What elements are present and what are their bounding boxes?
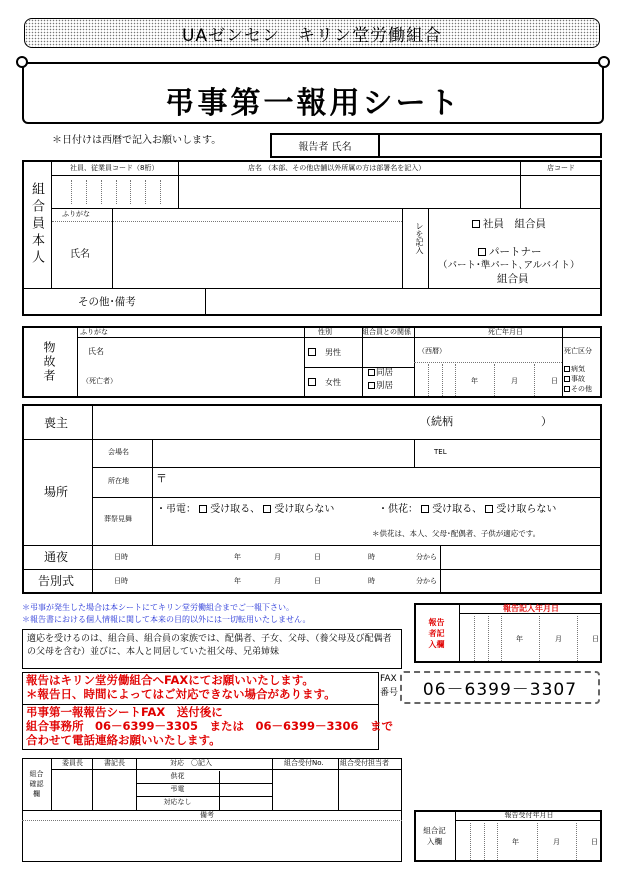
union-confirm-label: 組合確認欄 bbox=[22, 758, 52, 810]
wake-datetime-field[interactable] bbox=[154, 547, 440, 567]
funeral-style-label: 葬祭見舞 bbox=[104, 515, 132, 523]
receipt-year-field[interactable] bbox=[458, 823, 510, 860]
telegram-action-label: 弔電 bbox=[136, 784, 220, 796]
red-notice-5: 合わせて電話連絡お願いいたします。 bbox=[26, 733, 221, 747]
offering-label: ・供花： bbox=[378, 504, 418, 515]
telegram-receive-label: 受け取る、 bbox=[210, 504, 261, 515]
store-code-field[interactable] bbox=[522, 178, 600, 206]
offering-decline-label: 受け取らない bbox=[496, 504, 557, 515]
red-notice-3: 弔事第一報報告シートFAX 送付後に bbox=[26, 705, 223, 719]
farewell-year-unit: 年 bbox=[234, 577, 241, 585]
scroll-curl-icon bbox=[598, 56, 610, 68]
union-header bbox=[24, 18, 600, 48]
accident-checkbox[interactable] bbox=[564, 376, 570, 382]
opt-partner-member: 組合員 bbox=[497, 273, 529, 285]
report-year-unit: 年 bbox=[516, 635, 523, 643]
cause-label: 死亡区分 bbox=[564, 347, 592, 355]
none-action-field[interactable] bbox=[220, 797, 272, 810]
telegram-row bbox=[156, 505, 334, 515]
address-field[interactable] bbox=[170, 469, 600, 495]
remarks-label: 備考 bbox=[200, 811, 214, 819]
offering-action-field[interactable] bbox=[220, 771, 272, 783]
opt-partner-label: パートナー bbox=[489, 246, 542, 258]
red-notice-1: 報告はキリン堂労働組合へFAXにてお願いいたします。 bbox=[26, 673, 314, 687]
deceased-name-label: 氏名 bbox=[88, 347, 104, 356]
check-instruction: レを記入 bbox=[415, 222, 424, 254]
cohabit-option[interactable] bbox=[368, 369, 393, 378]
note-line-2: ＊報告書における個人情報に関して本来の目的以外には一切転用いたしません。 bbox=[22, 615, 311, 624]
farewell-label: 告別式 bbox=[38, 574, 75, 588]
red-notice-2: ＊報告日、時間によってはご対応できない場合があります。 bbox=[26, 687, 336, 701]
remarks-field[interactable] bbox=[24, 822, 400, 860]
wake-day-unit: 日 bbox=[314, 553, 321, 561]
receipt-day-unit: 日 bbox=[591, 838, 598, 846]
date-note: ＊日付けは西暦で記入お願いします。 bbox=[52, 135, 222, 146]
receipt-month-unit: 月 bbox=[553, 838, 560, 846]
wake-label: 通夜 bbox=[44, 550, 69, 564]
place-label: 場所 bbox=[44, 485, 69, 499]
none-action-label: 対応なし bbox=[136, 797, 220, 810]
eligibility-note: 適応を受けるのは、組合員、組合員の家族では、配偶者、子女、父母、（養父母及び配偶者の父母を含む）並びに、本人と同居していた祖父母、兄弟姉妹 bbox=[22, 629, 402, 669]
hall-name-label: 会場名 bbox=[108, 448, 129, 456]
tel-label: TEL bbox=[434, 448, 447, 456]
report-month-field[interactable] bbox=[524, 616, 554, 661]
wake-minute-unit: 分から bbox=[416, 553, 437, 561]
farewell-datetime-label: 日時 bbox=[114, 577, 128, 585]
telegram-decline-checkbox[interactable] bbox=[263, 505, 271, 513]
telegram-decline-label: 受け取らない bbox=[274, 504, 335, 515]
chief-mourner-label: 喪主 bbox=[44, 416, 69, 430]
store-code-label: 店コード bbox=[547, 164, 575, 172]
telegram-action-field[interactable] bbox=[220, 784, 272, 796]
year-unit: 年 bbox=[471, 377, 478, 385]
cohabit-label: 同居 bbox=[376, 368, 394, 378]
tel-field[interactable] bbox=[462, 441, 600, 465]
report-date-heading: 報告記入年月日 bbox=[460, 603, 602, 614]
receipt-month-field[interactable] bbox=[522, 823, 552, 860]
female-option[interactable] bbox=[308, 378, 341, 387]
deceased-section-label: 物故者 bbox=[22, 326, 78, 398]
male-checkbox[interactable] bbox=[308, 348, 316, 356]
fax-label-2: 番号 bbox=[380, 688, 399, 698]
wake-hour-unit: 時 bbox=[368, 553, 375, 561]
cause-other-option[interactable] bbox=[564, 386, 592, 393]
western-calendar-note: （西暦） bbox=[418, 347, 446, 355]
opt-partner-row[interactable] bbox=[478, 247, 542, 258]
sheet-title-scroll bbox=[22, 62, 604, 124]
chair-label: 委員長 bbox=[62, 759, 83, 767]
reporter-label: 報告者 氏名 bbox=[271, 134, 379, 157]
cause-illness-option[interactable] bbox=[564, 366, 585, 373]
male-label: 男性 bbox=[325, 347, 341, 357]
other-checkbox[interactable] bbox=[564, 386, 570, 392]
wake-year-unit: 年 bbox=[234, 553, 241, 561]
sheet-title: 弔事第一報用シート bbox=[164, 86, 462, 121]
offering-action-label: 供花 bbox=[136, 771, 220, 783]
accident-label: 事故 bbox=[571, 375, 585, 383]
address-label: 所在地 bbox=[108, 477, 129, 485]
wake-datetime-label: 日時 bbox=[114, 553, 128, 561]
other-notes-label: その他･備考 bbox=[78, 296, 136, 308]
deceased-age-label: （死亡者） bbox=[82, 377, 117, 385]
offering-decline-checkbox[interactable] bbox=[485, 505, 493, 513]
secretary-label: 書記長 bbox=[104, 759, 125, 767]
report-date-label: 報告者記入欄 bbox=[414, 603, 460, 663]
cohabit-checkbox[interactable] bbox=[368, 369, 375, 376]
death-day-field[interactable] bbox=[520, 364, 548, 396]
accept-no-label: 組合受付No. bbox=[284, 759, 324, 767]
separate-checkbox[interactable] bbox=[368, 382, 375, 389]
member-furigana-label: ふりがな bbox=[62, 210, 90, 218]
union-name: UAゼンセン キリン堂労働組合 bbox=[181, 25, 443, 46]
store-name-label: 店名 （本部、その他店舗以外所属の方は部署名を記入） bbox=[248, 164, 426, 172]
telegram-label: ・弔電： bbox=[156, 504, 196, 515]
relation-note: （続柄 ） bbox=[420, 415, 552, 428]
employee-code-label: 社員、従業員コード（8桁） bbox=[70, 164, 159, 172]
gender-label: 性別 bbox=[318, 328, 332, 336]
offering-row bbox=[378, 505, 556, 515]
day-unit: 日 bbox=[551, 377, 558, 385]
death-month-field[interactable] bbox=[480, 364, 508, 396]
chief-mourner-field[interactable] bbox=[94, 406, 414, 436]
telegram-receive-checkbox[interactable] bbox=[199, 505, 207, 513]
partner-checkbox[interactable] bbox=[478, 248, 486, 256]
illness-checkbox[interactable] bbox=[564, 366, 570, 372]
death-year-field[interactable] bbox=[416, 364, 468, 396]
action-label: 対応 〇記入 bbox=[170, 759, 212, 767]
member-name-field[interactable] bbox=[114, 224, 400, 286]
fax-number: 06－6399－3307 bbox=[400, 671, 600, 704]
other-notes-field[interactable] bbox=[207, 290, 599, 314]
action-table bbox=[136, 771, 272, 810]
offering-receive-checkbox[interactable] bbox=[421, 505, 429, 513]
reporter-table bbox=[270, 133, 602, 158]
fax-label-1: FAX bbox=[380, 674, 397, 684]
store-name-field[interactable] bbox=[180, 178, 518, 206]
report-year-field[interactable] bbox=[462, 616, 514, 661]
report-day-unit: 日 bbox=[592, 635, 599, 643]
female-checkbox[interactable] bbox=[308, 378, 316, 386]
member-name-label: 氏名 bbox=[70, 249, 90, 260]
hall-name-field[interactable] bbox=[154, 441, 412, 465]
staff-label: 組合受付担当者 bbox=[340, 759, 389, 767]
red-notice-4: 組合事務所 06－6399－3305 または 06－6399－3306 まで bbox=[26, 719, 394, 733]
member-section-label: 組合員本人 bbox=[22, 160, 52, 288]
other-label: その他 bbox=[571, 385, 592, 393]
opt-employee-label: 社員 組合員 bbox=[483, 218, 546, 230]
receipt-day-field[interactable] bbox=[562, 823, 590, 860]
receipt-year-unit: 年 bbox=[512, 838, 519, 846]
report-month-unit: 月 bbox=[555, 635, 562, 643]
relation-field[interactable] bbox=[364, 339, 412, 365]
note-line-1: ＊弔事が発生した場合は本シートにてキリン堂労働組合までご一報下さい。 bbox=[22, 603, 294, 612]
receipt-date-heading: 報告受付年月日 bbox=[456, 810, 602, 821]
illness-label: 病気 bbox=[571, 365, 585, 373]
separate-option[interactable] bbox=[368, 382, 393, 391]
death-date-label: 死亡年月日 bbox=[488, 328, 523, 336]
opt-employee-row[interactable] bbox=[472, 219, 546, 230]
farewell-month-unit: 月 bbox=[274, 577, 281, 585]
union-entry-label: 組合記入欄 bbox=[414, 810, 456, 862]
farewell-minute-unit: 分から bbox=[416, 577, 437, 585]
month-unit: 月 bbox=[511, 377, 518, 385]
employee-code-field[interactable] bbox=[57, 180, 175, 204]
farewell-datetime-field[interactable] bbox=[154, 571, 440, 591]
postal-mark: 〒 bbox=[156, 472, 167, 485]
employee-checkbox[interactable] bbox=[472, 220, 480, 228]
relation-label: 組合員との関係 bbox=[362, 328, 411, 336]
deceased-furigana-label: ふりがな bbox=[80, 328, 108, 336]
cause-accident-option[interactable] bbox=[564, 376, 585, 383]
female-label: 女性 bbox=[325, 377, 341, 387]
scroll-curl-icon bbox=[16, 56, 28, 68]
farewell-hour-unit: 時 bbox=[368, 577, 375, 585]
report-day-field[interactable] bbox=[563, 616, 591, 661]
wake-month-unit: 月 bbox=[274, 553, 281, 561]
opt-partner-sub: （パート･準パート､アルバイト） bbox=[438, 260, 580, 271]
separate-label: 別居 bbox=[376, 381, 394, 391]
deceased-name-field[interactable] bbox=[112, 339, 302, 396]
offering-note: ＊供花は、本人、父母･配偶者、子供が適応です。 bbox=[372, 529, 541, 538]
offering-receive-label: 受け取る、 bbox=[432, 504, 483, 515]
reporter-name-field[interactable] bbox=[379, 134, 601, 157]
male-option[interactable] bbox=[308, 348, 341, 357]
farewell-day-unit: 日 bbox=[314, 577, 321, 585]
